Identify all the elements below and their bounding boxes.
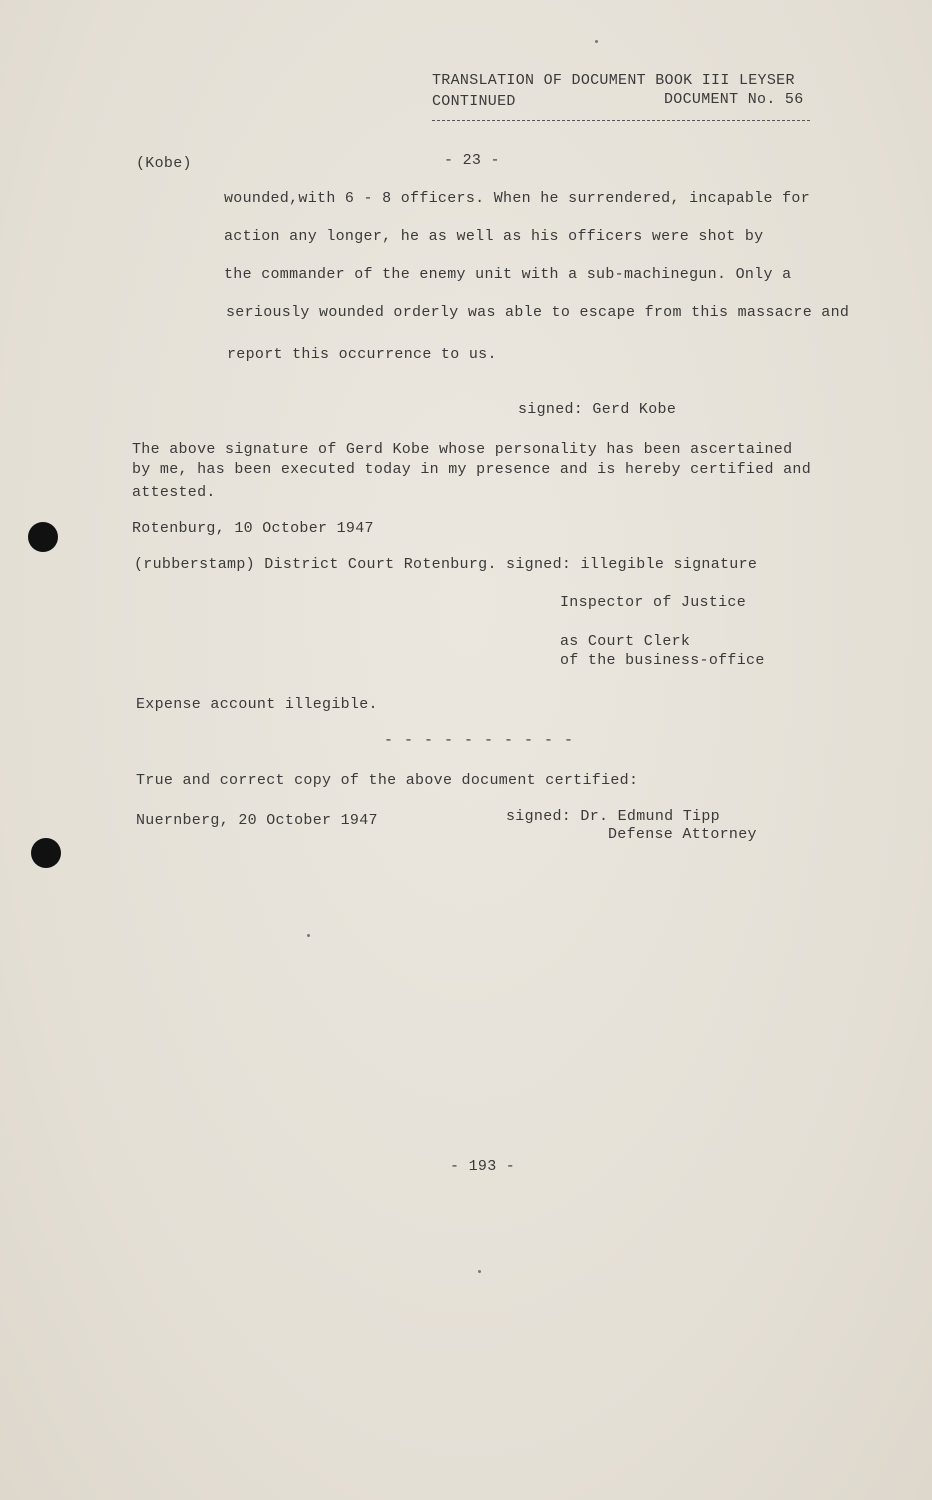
footer-page-number: - 193 - — [450, 1158, 516, 1175]
certification-line: attested. — [132, 484, 216, 501]
header-continued: CONTINUED — [432, 93, 516, 110]
page-marker: - 23 - — [444, 152, 500, 169]
inspector-title: Inspector of Justice — [560, 594, 747, 611]
signed-tipp: signed: Dr. Edmund Tipp — [506, 808, 720, 825]
margin-label: (Kobe) — [136, 155, 192, 172]
nuernberg-date: Nuernberg, 20 October 1947 — [136, 812, 378, 829]
punch-hole — [31, 838, 61, 868]
clerk-line: as Court Clerk — [560, 633, 691, 650]
body-line: the commander of the enemy unit with a sub-machinegun. Only a — [224, 266, 792, 283]
tipp-title: Defense Attorney — [608, 826, 757, 843]
certification-line: The above signature of Gerd Kobe whose personality has been ascertained — [132, 441, 793, 458]
body-line: wounded,with 6 - 8 officers. When he surrendered, incapable for — [224, 190, 810, 207]
paper-speck — [307, 934, 310, 937]
body-line: report this occurrence to us. — [227, 346, 497, 363]
body-line: seriously wounded orderly was able to escape from this massacre and — [226, 304, 850, 321]
header-title: TRANSLATION OF DOCUMENT BOOK III LEYSER — [432, 72, 795, 89]
paper-speck — [595, 40, 598, 43]
expense-note: Expense account illegible. — [136, 696, 378, 713]
signed-kobe: signed: Gerd Kobe — [518, 401, 677, 418]
header-document-number: DOCUMENT No. 56 — [664, 91, 804, 108]
place-date: Rotenburg, 10 October 1947 — [132, 520, 374, 537]
certification-line: by me, has been executed today in my presence and is hereby certified and — [132, 461, 812, 478]
punch-hole — [28, 522, 58, 552]
body-line: action any longer, he as well as his officers were shot by — [224, 228, 764, 245]
stamp-line: (rubberstamp) District Court Rotenburg. signed: illegible signature — [134, 556, 758, 573]
true-copy-statement: True and correct copy of the above document certified: — [136, 772, 639, 789]
section-separator: - - - - - - - - - - — [384, 732, 575, 749]
header-underline — [432, 120, 810, 121]
clerk-line: of the business-office — [560, 652, 765, 669]
paper-speck — [478, 1270, 481, 1273]
